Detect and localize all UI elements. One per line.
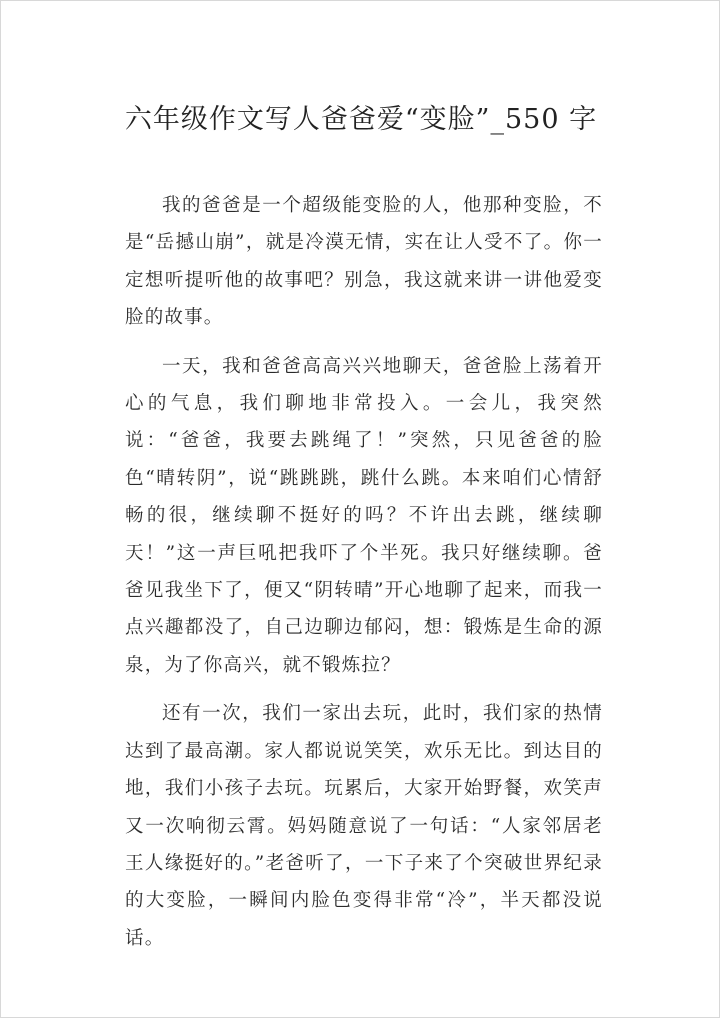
paragraph-3: 还有一次，我们一家出去玩，此时，我们家的热情达到了最高潮。家人都说说笑笑，欢乐无比。到达目的地，我们小孩子去玩。玩累后，大家开始野餐，欢笑声又一次响彻云霄。妈妈随意说了一句话：“人家邻居老王人缘挺好的。”老爸听了，一下子来了个突破世界纪录的大变脸，一瞬间内脸色变得非常“冷”，半天都没说话。: [125, 703, 603, 949]
document-body: [125, 187, 603, 968]
paragraph-1: 我的爸爸是一个超级能变脸的人，他那种变脸，不是“岳撼山崩”，就是冷漠无情，实在让人受不了。你一定想听提听他的故事吧？别急，我这就来讲一讲他爱变脸的故事。: [125, 195, 603, 329]
paragraph-2: 一天，我和爸爸高高兴兴地聊天，爸爸脸上荡着开心的气息，我们聊地非常投入。一会儿，我突然说：“爸爸，我要去跳绳了！”突然，只见爸爸的脸色“晴转阴”，说“跳跳跳，跳什么跳。本来咱们心情舒畅的很，继续聊不挺好的吗？不许出去跳，继续聊天！”这一声巨吼把我吓了个半死。我只好继续聊。爸爸见我坐下了，便又“阴转晴”开心地聊了起来，而我一点兴趣都没了，自己边聊边郁闷，想：锻炼是生命的源泉，为了你高兴，就不锻炼拉？: [125, 355, 603, 676]
document-title: 六年级作文写人爸爸爱“变脸”_550 字: [124, 104, 598, 135]
